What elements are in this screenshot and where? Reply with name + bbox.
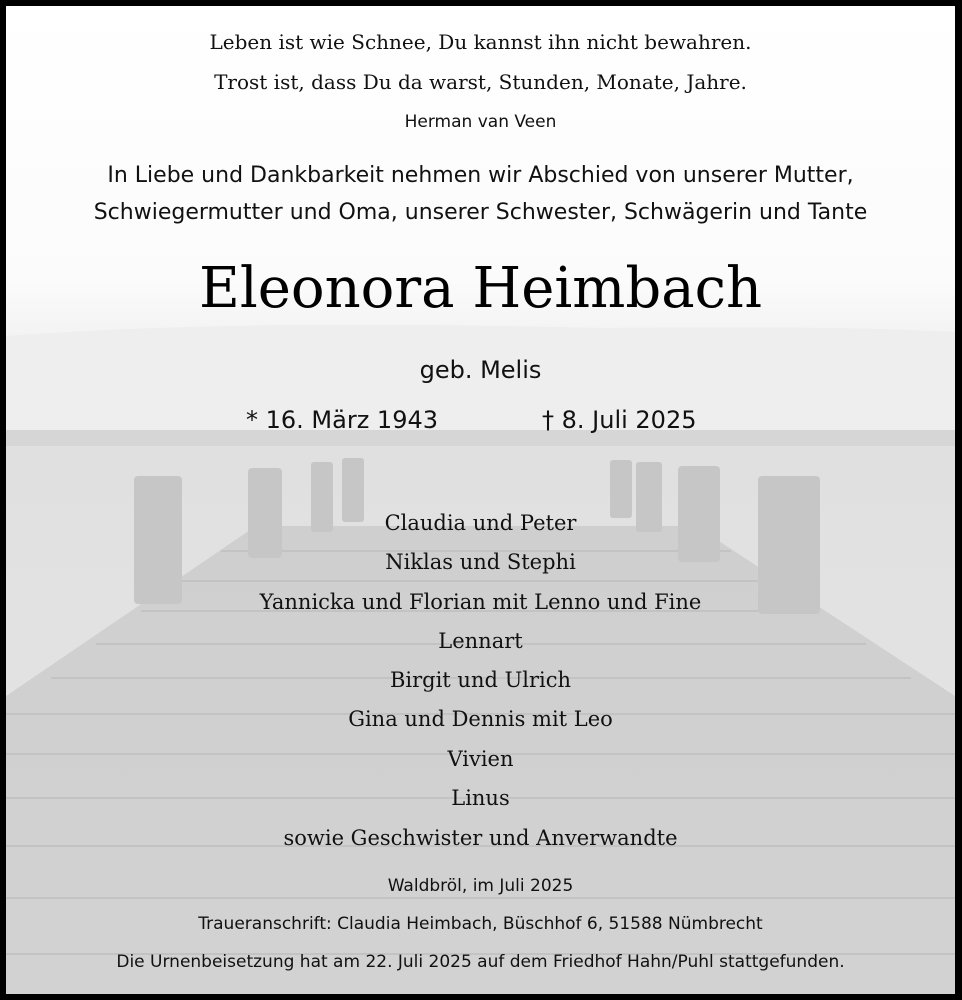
- intro-line-2: Schwiegermutter und Oma, unserer Schwester, Schwägerin und Tante: [93, 200, 868, 225]
- place-date: Waldbröl, im Juli 2025: [387, 876, 574, 896]
- mourner-line: Yannicka und Florian mit Lenno und Fine: [259, 590, 702, 614]
- mourning-address: Traueranschrift: Claudia Heimbach, Büschhof 6, 51588 Nümbrecht: [198, 914, 763, 934]
- obituary-notice: [6, 6, 955, 994]
- intro-line-1: In Liebe und Dankbarkeit nehmen wir Abschied von unserer Mutter,: [107, 163, 854, 188]
- birth-date: * 16. März 1943: [246, 406, 439, 434]
- quote-line-2: Trost ist, dass Du da warst, Stunden, Monate, Jahre.: [214, 70, 747, 94]
- quote-author: Herman van Veen: [404, 112, 557, 132]
- mourner-line: Claudia und Peter: [384, 511, 577, 535]
- mourner-line: Niklas und Stephi: [385, 550, 576, 574]
- mourner-line: Lennart: [438, 629, 523, 653]
- death-date: † 8. Juli 2025: [542, 406, 697, 434]
- burial-note: Die Urnenbeisetzung hat am 22. Juli 2025 auf dem Friedhof Hahn/Puhl stattgefunden.: [116, 952, 845, 972]
- mourner-line: Gina und Dennis mit Leo: [348, 707, 613, 731]
- mourner-line: Vivien: [447, 747, 514, 771]
- quote-line-1: Leben ist wie Schnee, Du kannst ihn nicht bewahren.: [209, 30, 752, 54]
- mourner-line: Linus: [451, 786, 510, 810]
- mourner-line: Birgit und Ulrich: [389, 668, 572, 692]
- mourner-line: sowie Geschwister und Anverwandte: [283, 826, 678, 850]
- maiden-name: geb. Melis: [419, 356, 542, 384]
- deceased-name: Eleonora Heimbach: [198, 256, 763, 321]
